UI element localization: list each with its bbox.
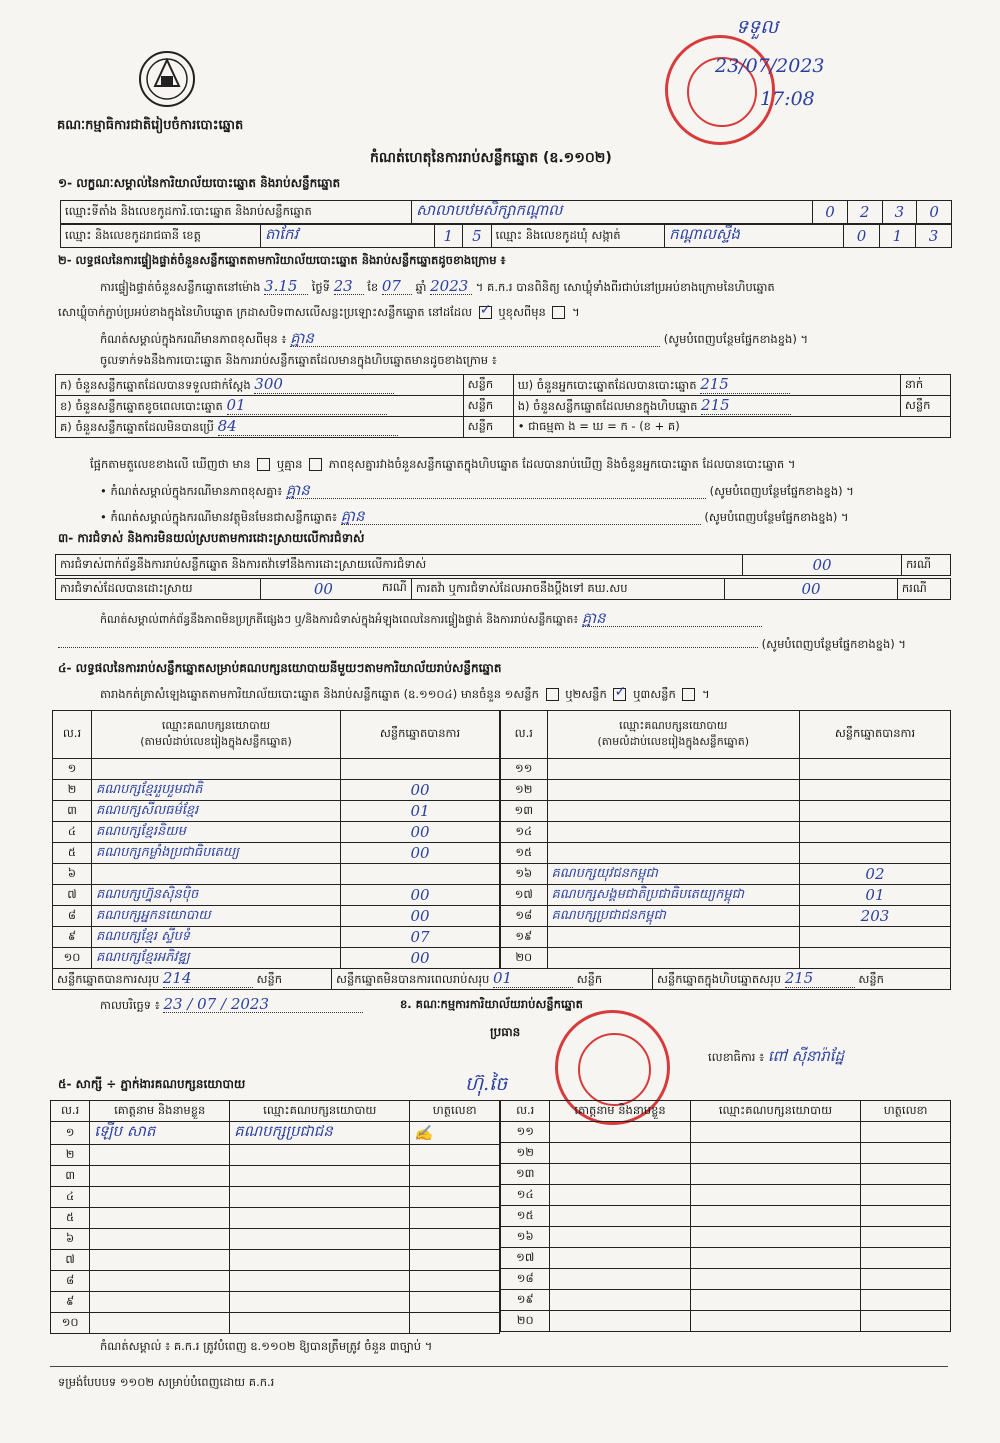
party-row [501, 948, 951, 969]
witness-party [230, 1292, 410, 1313]
party-votes: 00 [341, 885, 500, 906]
witness-signature [410, 1250, 500, 1271]
count-table [55, 374, 951, 438]
row-number: ៦ [51, 1229, 90, 1250]
location-name: សាលាបឋមសិក្សាកណ្ដាល [412, 201, 813, 224]
commune-label: ឈ្មោះ និងលេខកូដឃុំ សង្កាត់ [491, 225, 665, 248]
party-name: គណបក្សសង្គមជាតិប្រជាធិបតេយ្យកម្ពុជា [547, 885, 799, 906]
row-number: ៩ [51, 1292, 90, 1313]
party-name [547, 843, 799, 864]
complaints-count: 00 [812, 556, 832, 574]
witness-signature [410, 1208, 500, 1229]
empty-cell [550, 1290, 690, 1311]
total-valid: 214 [163, 969, 253, 988]
row-number: ១៣ [501, 1164, 550, 1185]
party-name [547, 780, 799, 801]
witness-row [501, 1311, 951, 1332]
empty-cell [550, 1185, 690, 1206]
row-number: ២០ [501, 948, 548, 969]
row-number: ៥ [53, 843, 92, 864]
total-invalid: 01 [493, 969, 573, 988]
party-row [53, 822, 500, 843]
witness-party [230, 1271, 410, 1292]
empty-cell [861, 1206, 951, 1227]
section3-heading: ៣- ការជំទាស់ និងការមិនយល់ស្របតាមការដោះស្រាយលើការជំទាស់ [58, 531, 365, 545]
empty-cell [550, 1143, 690, 1164]
form-title: កំណត់ហេតុនៃការរាប់សន្លឹកឆ្នោត (ឧ.១១០២) [370, 150, 612, 166]
party-row [53, 801, 500, 822]
commune-code-2: 1 [879, 225, 915, 248]
verification-day: 23 [334, 278, 364, 295]
party-results-left: ល.រ ឈ្មោះគណបក្សនយោបាយ (តាមលំដាប់លេខរៀងក្នុងសន្លឹកឆ្នោត) សន្លឹកឆ្នោតបានការ ១ ២ គណបក្សខ្មែររួបរួមជាតិ 00 ៣ គណបក្សសីលធម៌ខ្មែរ 01 ៤ គណបក្សខ្មែរនិយម 00 ៥ គណបក្សកម្លាំងប្រជាធិបតេយ្យ 00 ៦ ៧ គណបក្សហ្វ៊ុនស៊ិនប៉ិច 00 ៨ គណបក្សអ្នកនយោបាយ 00 ៩ គណបក្សខ្មែរ ស្ទីបទំ 07 ១០ គណបក្សខ្មែរអភិវឌ្ឍ 00 [52, 710, 500, 969]
witness-name [90, 1145, 230, 1166]
witness-row [501, 1290, 951, 1311]
party-row [501, 906, 951, 927]
commune-name: កណ្ដាលស្ទឹង [665, 225, 844, 248]
row-number: ៧ [51, 1250, 90, 1271]
party-row [53, 843, 500, 864]
party-row [53, 927, 500, 948]
seal-line: សោឃ្លុំចាក់ភ្ជាប់ប្រអប់ខាងក្នុងនៃហិបឆ្នោត ក្រដាសបិទពាសលើសន្លះប្រឡោះសន្លឹកឆ្នោត នៅដដែល ✓ ឬខុសពីមុន ។ [58, 304, 580, 320]
party-name [547, 948, 799, 969]
party-row [53, 906, 500, 927]
party-name: គណបក្សខ្មែរអភិវឌ្ឍ [92, 948, 341, 969]
party-votes [799, 822, 950, 843]
complaints-table-2: ការជំទាស់ដែលបានដោះស្រាយ 00 ករណី ការតវ៉ា ឬការជំទាស់ដែលអាចនឹងប្ដឹងទៅ គឃ.សប 00 ករណី [55, 578, 951, 600]
witness-party [230, 1229, 410, 1250]
witness-name [90, 1250, 230, 1271]
empty-cell [861, 1248, 951, 1269]
party-votes [799, 801, 950, 822]
nec-emblem [137, 46, 197, 112]
empty-cell [690, 1206, 861, 1227]
witness-row [51, 1313, 500, 1334]
resolved-count: 00 [313, 580, 333, 598]
ballots-in-box: 215 [701, 396, 791, 415]
row-number: ១៦ [501, 1227, 550, 1248]
row-number: ៤ [51, 1187, 90, 1208]
row-number: ៣ [53, 801, 92, 822]
witness-party [230, 1166, 410, 1187]
difference-note-line: កំណត់សម្គាល់ក្នុងករណីមានភាពខុសពីមុន ៖ គ្មាន (សូមបំពេញបន្ថែមផ្នែកខាងខ្នង) ។ [100, 329, 809, 347]
row-number: ៨ [53, 906, 92, 927]
witness-row [501, 1143, 951, 1164]
count-row: ក) ចំនួនសន្លឹកឆ្នោតដែលបានទទួលជាក់ស្ដែង 300 សន្លឹក ឃ) ចំនួនអ្នកបោះឆ្នោតដែលបានបោះឆ្នោត 215 នាក់ [56, 375, 951, 396]
empty-cell [690, 1227, 861, 1248]
witness-row [51, 1271, 500, 1292]
three-sheets-checkbox [682, 688, 695, 701]
party-row [53, 780, 500, 801]
count-row: គ) ចំនួនសន្លឹកឆ្នោតដែលមិនបានប្រើ 84 សន្លឹក • ជាធម្មតា ង = ឃ = ក - (ខ + គ) [56, 417, 951, 438]
witness-row [501, 1164, 951, 1185]
row-number: ១១ [501, 759, 548, 780]
verification-line: ការផ្ទៀងផ្ទាត់ចំនួនសន្លឹកឆ្នោតនៅម៉ោង 3.15 ថ្ងៃទី 23 ខែ 07 ឆ្នាំ 2023 ។ គ.ក.រ បានពិនិត្យ សោឃ្លុំទាំងពីរជាប់នៅប្រអប់ខាងក្រោមនៃហិបឆ្នោត [100, 277, 775, 295]
party-votes [341, 759, 500, 780]
footnote: កំណត់សម្គាល់ ៖ គ.ក.រ ត្រូវបំពេញ ឧ.១១០២ ឱ្យបានត្រឹមត្រូវ ចំនួន ៣ច្បាប់ ។ [100, 1339, 433, 1353]
witness-row [501, 1185, 951, 1206]
witness-signature [410, 1271, 500, 1292]
witness-signature [410, 1292, 500, 1313]
witness-name [90, 1208, 230, 1229]
party-votes: 00 [341, 948, 500, 969]
empty-cell [861, 1227, 951, 1248]
witness-party [230, 1187, 410, 1208]
witness-row [501, 1227, 951, 1248]
discrepancy-line: ផ្អែកតាមតួលេខខាងលើ ឃើញថា មាន ឬគ្មាន ភាពខុសគ្នារវាងចំនួនសន្លឹកឆ្នោតក្នុងហិបឆ្នោត ដែលបានរាប់ឃើញ និងចំនួនអ្នកបោះឆ្នោត ដែលបានបោះឆ្នោត ។ [90, 457, 796, 471]
has-discrepancy-checkbox [257, 458, 270, 471]
row-number: ៧ [53, 885, 92, 906]
empty-cell [861, 1269, 951, 1290]
empty-cell [550, 1164, 690, 1185]
committee-signoff: ខ. គណៈកម្មការការិយាល័យរាប់សន្លឹកឆ្នោត [400, 997, 583, 1011]
irregularities-note-line2: (សូមបំពេញបន្ថែមផ្នែកខាងខ្នង) ។ [58, 636, 906, 652]
witness-name [90, 1229, 230, 1250]
row-number: ១៤ [501, 1185, 550, 1206]
party-votes: 00 [341, 906, 500, 927]
empty-cell [690, 1269, 861, 1290]
row-number: ១ [51, 1122, 90, 1145]
empty-cell [861, 1122, 951, 1143]
section5-heading: ៥- សាក្សី ÷ ភ្នាក់ងារគណបក្សនយោបាយ [58, 1077, 246, 1091]
row-number: ២ [53, 780, 92, 801]
party-votes: 07 [341, 927, 500, 948]
location-table [60, 200, 952, 224]
committee-name: គណៈកម្មាធិការជាតិរៀបចំការបោះឆ្នោត [57, 118, 244, 133]
witness-signature [410, 1187, 500, 1208]
witness-party [230, 1208, 410, 1229]
witness-signature [410, 1166, 500, 1187]
no-discrepancy-checkbox [309, 458, 322, 471]
empty-cell [861, 1311, 951, 1332]
stamp-handwritten-note: ទទួល [736, 16, 779, 38]
party-name: គណបក្សប្រជាជនកម្ពុជា [547, 906, 799, 927]
party-votes: 00 [341, 822, 500, 843]
witness-row [51, 1166, 500, 1187]
row-number: ១២ [501, 1143, 550, 1164]
row-number: ១៤ [501, 822, 548, 843]
party-votes [799, 780, 950, 801]
party-row [501, 927, 951, 948]
unchanged-checkbox [479, 306, 492, 319]
party-votes: 203 [799, 906, 950, 927]
empty-cell [690, 1164, 861, 1185]
row-number: ៨ [51, 1271, 90, 1292]
verification-month: 07 [382, 278, 412, 295]
row-number: ៤ [53, 822, 92, 843]
witness-party [230, 1145, 410, 1166]
witness-row [51, 1187, 500, 1208]
empty-cell [690, 1185, 861, 1206]
row-number: ១៩ [501, 927, 548, 948]
received-ballots: 300 [254, 375, 394, 394]
section2-heading: ២- លទ្ធផលនៃការផ្ទៀងផ្ទាត់ចំនួនសន្លឹកឆ្នោតតាមការិយាល័យបោះឆ្នោត និងរាប់សន្លឹកឆ្នោតដូចខាងក្រោម ៖ [58, 253, 506, 267]
party-row [53, 864, 500, 885]
row-number: ៦ [53, 864, 92, 885]
party-row [53, 948, 500, 969]
party-votes [799, 927, 950, 948]
party-votes [799, 759, 950, 780]
date-value: 23 / 07 / 2023 [163, 996, 363, 1013]
two-sheets-checkbox [613, 688, 626, 701]
foreign-object-note-line: • កំណត់សម្គាល់ក្នុងករណីមានវត្ថុមិនមែនជាសន្លឹកឆ្នោត៖ គ្មាន (សូមបំពេញបន្ថែមផ្នែកខាងខ្នង) ។ [100, 507, 849, 525]
row-number: ១៦ [501, 864, 548, 885]
witness-row [501, 1248, 951, 1269]
witness-row [51, 1145, 500, 1166]
row-number: ១៧ [501, 885, 548, 906]
row-number: ១៥ [501, 843, 548, 864]
location-code-4: 0 [917, 201, 952, 224]
location-code-1: 0 [813, 201, 848, 224]
province-table [60, 224, 952, 248]
party-row [501, 801, 951, 822]
secretary-signature: ពៅ ស៊ីនារ៉ាដែ្ន [767, 1047, 845, 1065]
empty-cell [861, 1164, 951, 1185]
empty-cell [690, 1143, 861, 1164]
witness-signature [410, 1145, 500, 1166]
witness-name [90, 1271, 230, 1292]
party-name: គណបក្សកម្លាំងប្រជាធិបតេយ្យ [92, 843, 341, 864]
province-label: ឈ្មោះ និងលេខកូដរាជធានី ខេត្ត [61, 225, 261, 248]
witness-signature [410, 1229, 500, 1250]
party-row [53, 759, 500, 780]
totals-table: សន្លឹកឆ្នោតបានការសរុប 214 សន្លឹក សន្លឹកឆ្នោតមិនបានការពេលរាប់សរុប 01 សន្លឹក សន្លឹកឆ្នោតក្នុងហិបឆ្នោតសរុប 215 សន្លឹក [52, 968, 951, 990]
empty-cell [690, 1122, 861, 1143]
witness-name: ឡើប សាត [90, 1122, 230, 1145]
row-number: ១៥ [501, 1206, 550, 1227]
row-number: ១៧ [501, 1248, 550, 1269]
footer-text: ទម្រង់បែបបទ ១១០២ សម្រាប់បំពេញដោយ គ.ក.រ [58, 1375, 275, 1389]
empty-cell [690, 1290, 861, 1311]
party-name: គណបក្សខ្មែរនិយម [92, 822, 341, 843]
commune-code-1: 0 [844, 225, 880, 248]
party-votes: 02 [799, 864, 950, 885]
province-name: តាកែវ [260, 225, 434, 248]
row-number: ១២ [501, 780, 548, 801]
party-name [547, 822, 799, 843]
empty-cell [690, 1248, 861, 1269]
empty-cell [690, 1311, 861, 1332]
spoiled-ballots: 01 [227, 396, 387, 415]
party-row [501, 843, 951, 864]
party-row [501, 759, 951, 780]
row-number: ១៨ [501, 906, 548, 927]
appeal-count: 00 [801, 580, 821, 598]
province-code-2: 5 [463, 225, 492, 248]
party-votes [799, 843, 950, 864]
province-code-1: 1 [434, 225, 463, 248]
chair-label: ប្រធាន [490, 1025, 521, 1039]
row-number: ២ [51, 1145, 90, 1166]
irregularities-note-value: គ្មាន [582, 610, 762, 627]
witness-name [90, 1187, 230, 1208]
received-stamp [665, 35, 775, 145]
witness-table-right: ល.រ គោត្តនាម និងនាមខ្លួន ឈ្មោះគណបក្សនយោបាយ ហត្ថលេខា ១១ ១២ ១៣ ១៤ ១៥ ១៦ ១៧ ១៨ ១៩ ២០ [500, 1100, 951, 1332]
date-line: កាលបរិច្ឆេទ ៖ 23 / 07 / 2023 [100, 996, 363, 1013]
discrepancy-note-value: គ្មាន [286, 482, 706, 499]
changed-checkbox [552, 306, 565, 319]
witness-party: គណបក្សប្រជាជន [230, 1122, 410, 1145]
party-votes: 01 [341, 801, 500, 822]
party-row [501, 885, 951, 906]
witness-row [51, 1250, 500, 1271]
party-votes [799, 948, 950, 969]
voters-count: 215 [700, 375, 790, 394]
foreign-object-note-value: គ្មាន [341, 508, 701, 525]
witness-row [501, 1122, 951, 1143]
empty-cell [861, 1290, 951, 1311]
empty-cell [861, 1185, 951, 1206]
witness-signature [410, 1313, 500, 1334]
stamp-time: 17:08 [760, 88, 815, 110]
party-votes [341, 864, 500, 885]
witness-row [51, 1122, 500, 1145]
chair-signature: ហ៊ុ.ចៃ [465, 1073, 508, 1095]
witness-name [90, 1166, 230, 1187]
row-number: ១៩ [501, 1290, 550, 1311]
party-name [547, 801, 799, 822]
witness-row [51, 1229, 500, 1250]
empty-cell [550, 1248, 690, 1269]
row-number: ៩ [53, 927, 92, 948]
witness-row [501, 1269, 951, 1290]
party-name: គណបក្សសីលធម៌ខ្មែរ [92, 801, 341, 822]
party-votes: 00 [341, 780, 500, 801]
unused-ballots: 84 [218, 417, 398, 436]
commune-code-3: 3 [915, 225, 951, 248]
secretary-line: លេខាធិការ ៖ ពៅ ស៊ីនារ៉ាដែ្ន [708, 1047, 845, 1065]
party-row [501, 822, 951, 843]
row-number: ២០ [501, 1311, 550, 1332]
location-code-2: 2 [847, 201, 882, 224]
empty-cell [550, 1311, 690, 1332]
irregularities-note: កំណត់សម្គាល់ពាក់ព័ន្ធនឹងភាពមិនប្រក្រតីផ្សេងៗ ឬ/និងការជំទាស់ក្នុងអំឡុងពេលនៃការផ្ទៀងផ្ទាត់ និងការរាប់សន្លឹកឆ្នោត៖ គ្មាន [100, 610, 762, 628]
count-row: ខ) ចំនួនសន្លឹកឆ្នោតខូចពេលបោះឆ្នោត 01 សន្លឹក ង) ចំនួនសន្លឹកឆ្នោតដែលមានក្នុងហិបឆ្នោត 215 សន្លឹក [56, 396, 951, 417]
footer-divider [50, 1366, 948, 1367]
witness-table-left: ល.រ គោត្តនាម និងនាមខ្លួន ឈ្មោះគណបក្សនយោបាយ ហត្ថលេខា ១ ឡើប សាត គណបក្សប្រជាជន ✍ ២ ៣ ៤ ៥ ៦ ៧ ៨ ៩ ១០ [50, 1100, 500, 1334]
location-label: ឈ្មោះទីតាំង និងលេខកូដការិ.បោះឆ្នោត និងរាប់សន្លឹកឆ្នោត [61, 201, 412, 224]
empty-cell [550, 1206, 690, 1227]
party-name [547, 759, 799, 780]
empty-cell [550, 1269, 690, 1290]
one-sheet-checkbox [546, 688, 559, 701]
witness-row [501, 1206, 951, 1227]
party-votes: 01 [799, 885, 950, 906]
row-number: ៥ [51, 1208, 90, 1229]
verification-year: 2023 [430, 278, 472, 295]
row-number: ១ [53, 759, 92, 780]
party-row [53, 885, 500, 906]
total-in-box: 215 [785, 969, 855, 988]
formula: • ជាធម្មតា ង = ឃ = ក - (ខ + គ) [513, 417, 950, 438]
row-number: ១៣ [501, 801, 548, 822]
party-name [92, 864, 341, 885]
box-contents-line: ចូលទាក់ទងនឹងការបោះឆ្នោត និងការរាប់សន្លឹកឆ្នោតដែលមានក្នុងហិបឆ្នោតមានដូចខាងក្រោម ៖ [100, 353, 497, 367]
row-number: ១៨ [501, 1269, 550, 1290]
row-number: ១០ [51, 1313, 90, 1334]
party-votes: 00 [341, 843, 500, 864]
witness-name [90, 1313, 230, 1334]
party-name: គណបក្សហ្វ៊ុនស៊ិនប៉ិច [92, 885, 341, 906]
stamp-date: 23/07/2023 [715, 55, 825, 77]
party-results-right: ល.រ ឈ្មោះគណបក្សនយោបាយ (តាមលំដាប់លេខរៀងក្នុងសន្លឹកឆ្នោត) សន្លឹកឆ្នោតបានការ ១១ ១២ ១៣ ១៤ ១៥ ១៦ គណបក្សយុវជនកម្ពុជា 02 ១៧ គណបក្សសង្គមជាតិប្រជាធិបតេយ្យកម្ពុជា 01 ១៨ គណបក្សប្រជាជនកម្ពុជា 203 ១៩ ២០ [500, 710, 951, 969]
empty-cell [550, 1227, 690, 1248]
party-row [501, 780, 951, 801]
empty-cell [550, 1122, 690, 1143]
party-name [547, 927, 799, 948]
party-name: គណបក្សយុវជនកម្ពុជា [547, 864, 799, 885]
complaints-table: ការជំទាស់ពាក់ព័ន្ធនឹងការរាប់សន្លឹកឆ្នោត និងការតវ៉ាទៅនឹងការដោះស្រាយលើការជំទាស់ 00 ករណី [55, 554, 951, 576]
witness-row [51, 1292, 500, 1313]
party-row [501, 864, 951, 885]
witness-signature: ✍ [410, 1122, 500, 1145]
party-name: គណបក្សអ្នកនយោបាយ [92, 906, 341, 927]
section4-heading: ៤- លទ្ធផលនៃការរាប់សន្លឹកឆ្នោតសម្រាប់គណបក្សនយោបាយនីមួយៗតាមការិយាល័យរាប់សន្លឹកឆ្នោត [58, 661, 502, 675]
witness-party [230, 1313, 410, 1334]
discrepancy-note-line: • កំណត់សម្គាល់ក្នុងករណីមានភាពខុសគ្នា៖ គ្មាន (សូមបំពេញបន្ថែមផ្នែកខាងខ្នង) ។ [100, 481, 854, 499]
witness-row [51, 1208, 500, 1229]
section1-heading: ១- លក្ខណៈសម្គាល់នៃការិយាល័យបោះឆ្នោត និងរាប់សន្លឹកឆ្នោត [58, 176, 341, 190]
row-number: ១១ [501, 1122, 550, 1143]
verification-time: 3.15 [264, 278, 308, 295]
party-name: គណបក្សខ្មែររួបរួមជាតិ [92, 780, 341, 801]
witness-party [230, 1250, 410, 1271]
difference-note-value: គ្មាន [290, 330, 660, 347]
location-code-3: 3 [882, 201, 917, 224]
empty-cell [861, 1143, 951, 1164]
row-number: ១០ [53, 948, 92, 969]
party-name: គណបក្សខ្មែរ ស្ទីបទំ [92, 927, 341, 948]
tally-sheet-line: តារាងកត់ត្រាសំឡេងឆ្នោតតាមការិយាល័យបោះឆ្នោត និងរាប់សន្លឹកឆ្នោត (ឧ.១១០៤) មានចំនួន ១សន្លឹក ឬ២សន្លឹក ✓ ឬ៣សន្លឹក ។ [100, 686, 710, 702]
witness-name [90, 1292, 230, 1313]
party-name [92, 759, 341, 780]
row-number: ៣ [51, 1166, 90, 1187]
